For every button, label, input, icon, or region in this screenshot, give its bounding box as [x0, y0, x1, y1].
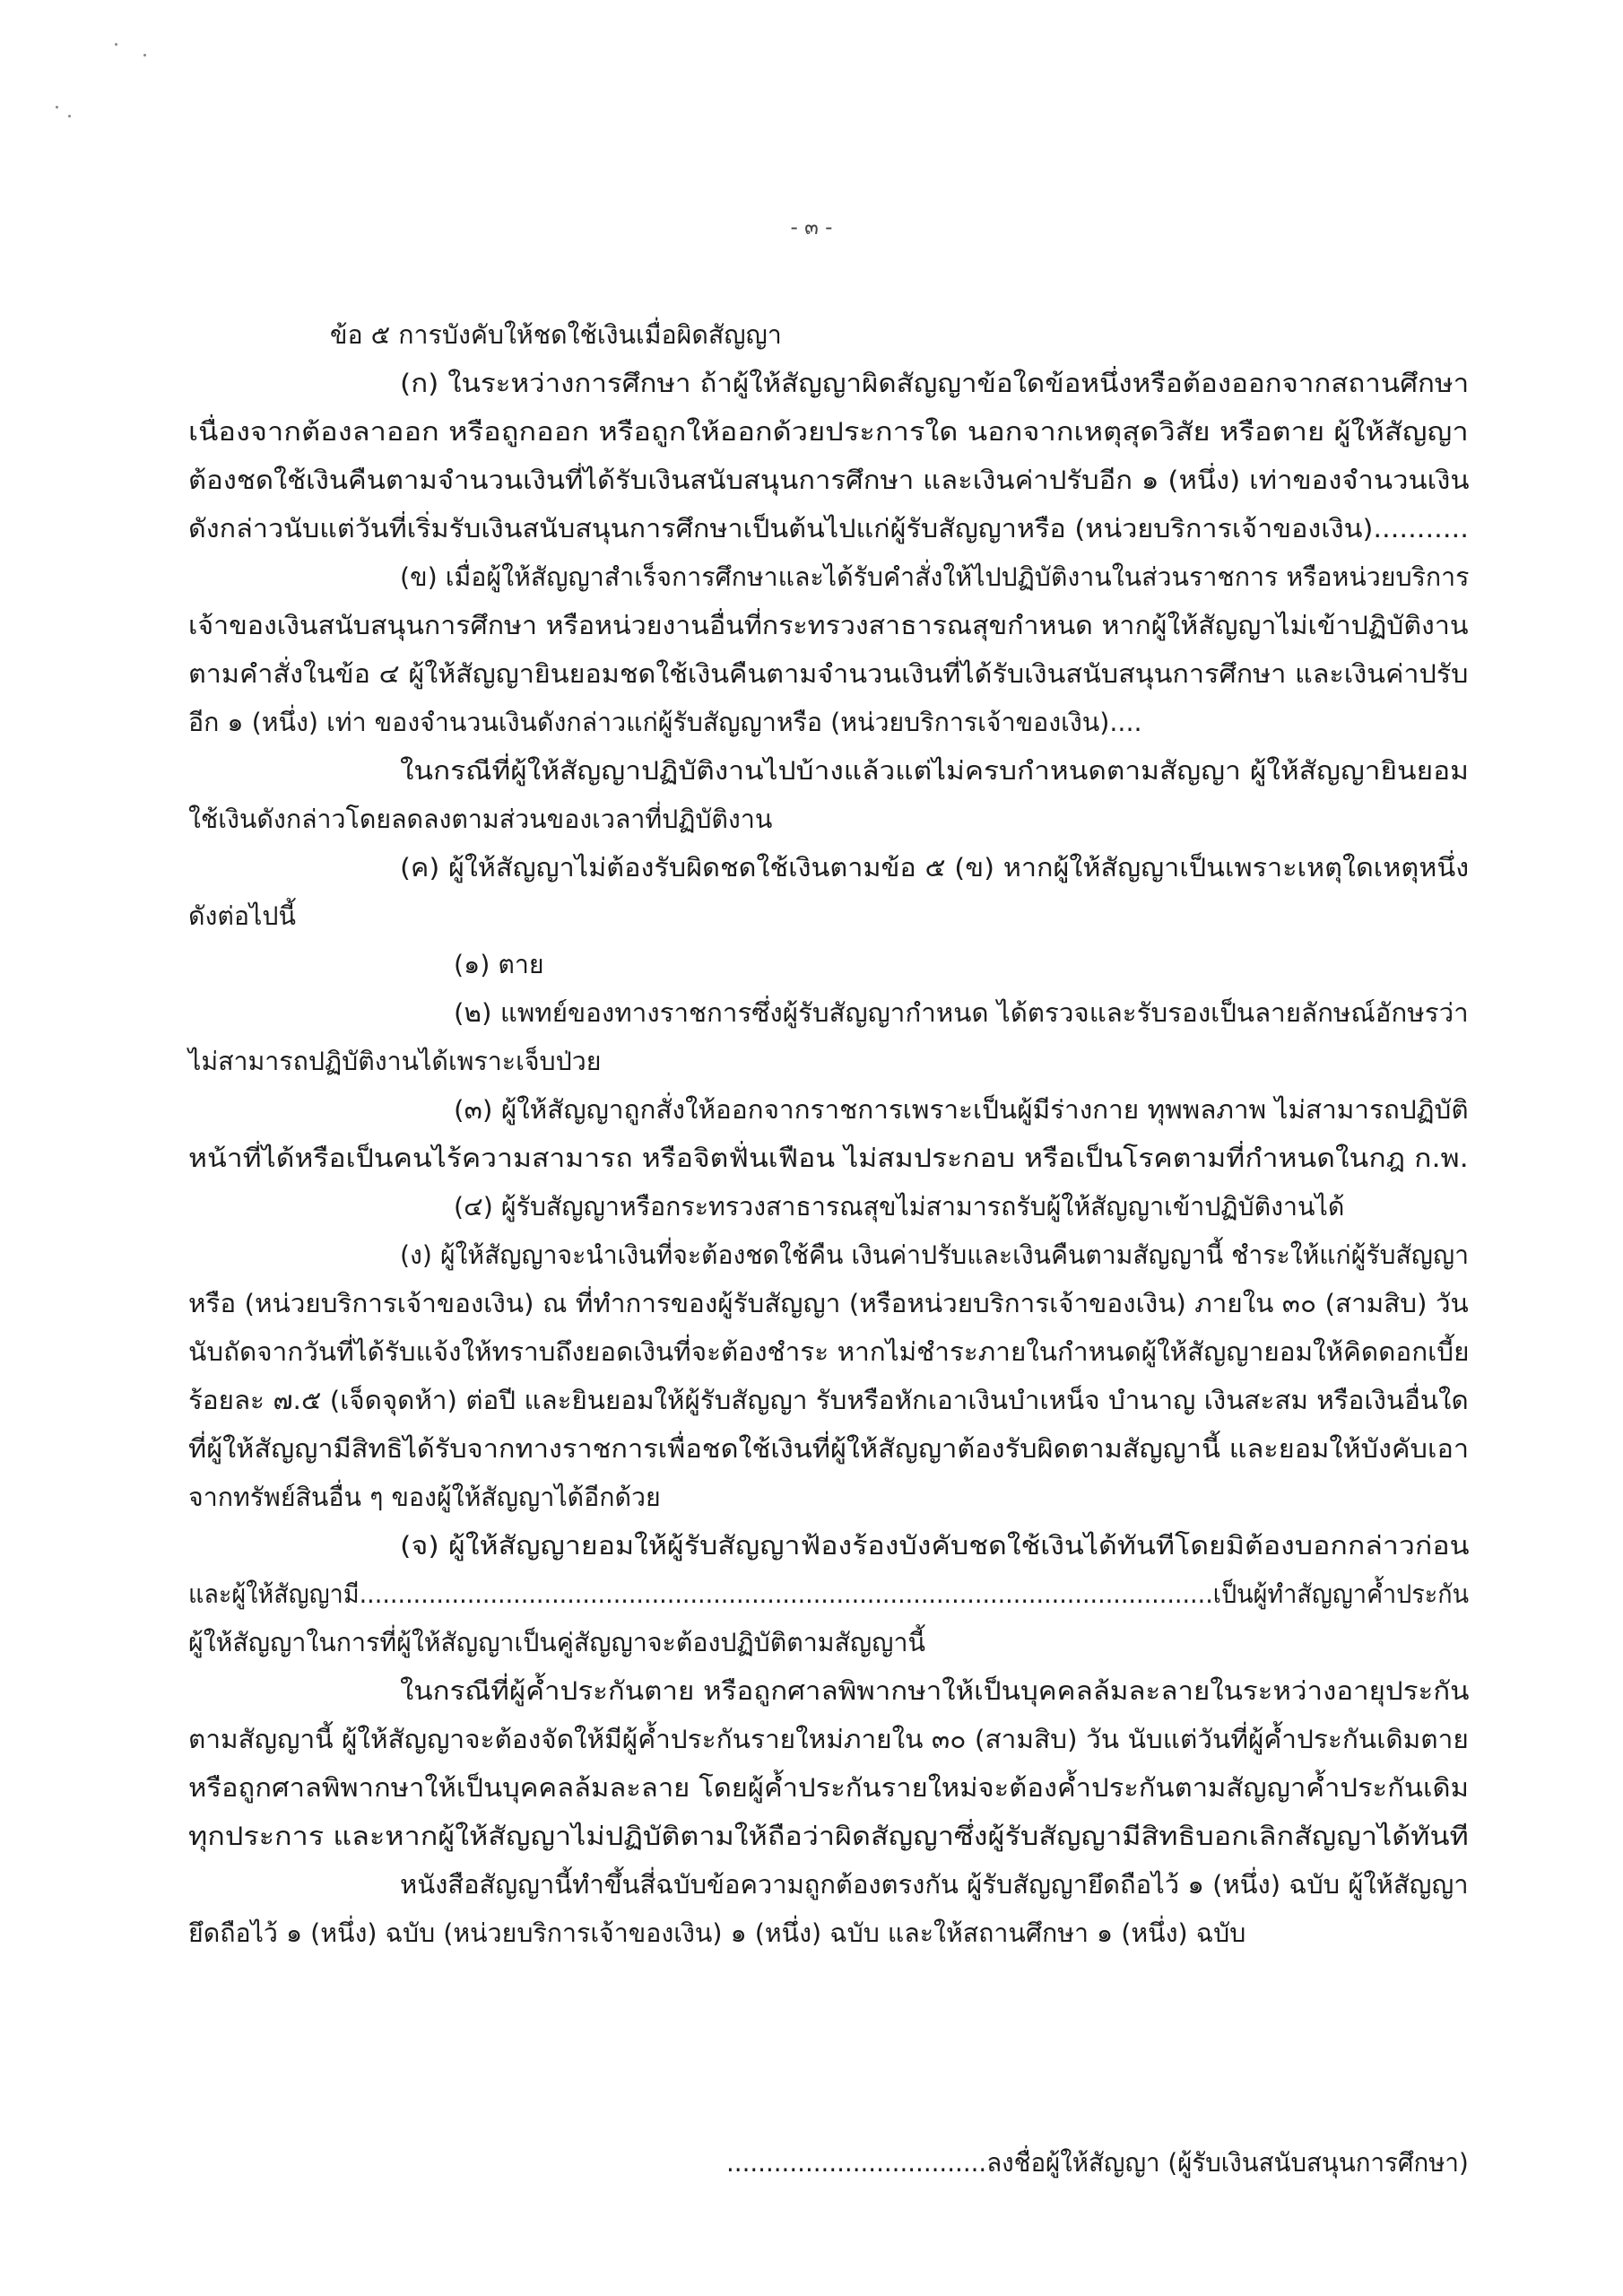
text-line	[188, 710, 1142, 736]
text-line	[188, 1146, 1469, 1172]
line-text: อีก ๑ (หนึ่ง) เท่า ของจำนวนเงินดังกล่าวแก่ผู้รับสัญญาหรือ (หน่วยบริการเจ้าของเงิน)....	[188, 708, 1142, 737]
line-text: (๑) ตาย	[454, 950, 544, 979]
line-text: ตามคำสั่งในข้อ ๔ ผู้ให้สัญญายินยอมชดใช้เงินคืนตามจำนวนเงินที่ได้รับเงินสนับสนุนการศึกษา และเงินค่าปรับ	[188, 659, 1469, 689]
text-line	[188, 417, 1469, 447]
text-line	[188, 1579, 1470, 1609]
scan-speck	[68, 115, 71, 117]
line-text-after-blank: เป็นผู้ทำสัญญาค้ำประกัน	[1212, 1579, 1470, 1609]
line-text: ที่ผู้ให้สัญญามีสิทธิได้รับจากทางราชการเพื่อชดใช้เงินที่ผู้ให้สัญญาต้องรับผิดตามสัญญานี้ และยอมให้บังคับเอา	[188, 1434, 1470, 1464]
line-text: หรือ (หน่วยบริการเจ้าของเงิน) ณ ที่ทำการของผู้รับสัญญา (หรือหน่วยบริการเจ้าของเงิน) ภายใน ๓๐ (สามสิบ) วัน	[188, 1289, 1469, 1318]
text-line	[188, 1824, 1469, 1850]
line-text: ผู้ให้สัญญาในการที่ผู้ให้สัญญาเป็นคู่สัญญาจะต้องปฏิบัติตามสัญญานี้	[188, 1628, 925, 1657]
text-line	[188, 1337, 1470, 1367]
line-text-after-blank: ลงชื่อผู้ให้สัญญา (ผู้รับเงินสนับสนุนการศึกษา)	[986, 2148, 1469, 2178]
blank-fill-line: ...............................................................................................................	[359, 1579, 1213, 1609]
line-text: หรือถูกศาลพิพากษาให้เป็นบุคคลล้มละลาย โดยผู้ค้ำประกันรายใหม่จะต้องค้ำประกันตามสัญญาค้ำประกันเดิม	[188, 1773, 1469, 1803]
text-line	[400, 1531, 1470, 1561]
text-line	[188, 1485, 661, 1511]
text-line	[454, 952, 544, 978]
text-line	[188, 1727, 1469, 1753]
line-text: ต้องชดใช้เงินคืนตามจำนวนเงินที่ได้รับเงินสนับสนุนการศึกษา และเงินค่าปรับอีก ๑ (หนึ่ง) เท่าของจำนวนเงิน	[188, 465, 1470, 495]
text-line	[188, 1918, 1246, 1948]
line-text: (๔) ผู้รับสัญญาหรือกระทรวงสาธารณสุขไม่สามารถรับผู้ให้สัญญาเข้าปฏิบัติงานได้	[454, 1192, 1345, 1222]
line-text: ไม่สามารถปฏิบัติงานได้เพราะเจ็บป่วย	[188, 1047, 602, 1076]
text-line	[400, 1240, 1469, 1270]
line-text: เจ้าของเงินสนับสนุนการศึกษา หรือหน่วยงานอื่นที่กระทรวงสาธารณสุขกำหนด หากผู้ให้สัญญาไม่เข้าปฏิบัติงาน	[188, 611, 1469, 640]
text-line	[400, 1676, 1470, 1706]
text-line	[400, 853, 1470, 883]
line-text: (ง) ผู้ให้สัญญาจะนำเงินที่จะต้องชดใช้คืน เงินค่าปรับและเงินคืนตามสัญญานี้ ชำระให้แก่ผู้รับสัญญา	[400, 1240, 1469, 1270]
text-line	[188, 514, 1469, 544]
text-line	[188, 465, 1470, 495]
line-text: ยึดถือไว้ ๑ (หนึ่ง) ฉบับ (หน่วยบริการเจ้าของเงิน) ๑ (หนึ่ง) ฉบับ และให้สถานศึกษา ๑ (หนึ่ง) ฉบับ	[188, 1918, 1246, 1948]
line-text: ทุกประการ และหากผู้ให้สัญญาไม่ปฏิบัติตามให้ถือว่าผิดสัญญาซึ่งผู้รับสัญญามีสิทธิบอกเลิกสัญญาได้ทันที	[188, 1822, 1469, 1851]
line-text: จากทรัพย์สินอื่น ๆ ของผู้ให้สัญญาได้อีกด้วย	[188, 1483, 661, 1512]
line-text: ใช้เงินดังกล่าวโดยลดลงตามส่วนของเวลาที่ปฏิบัติงาน	[188, 804, 773, 834]
line-text: ดังต่อไปนี้	[188, 901, 296, 931]
text-line	[454, 998, 1469, 1028]
text-line	[188, 613, 1469, 639]
line-text: ในกรณีที่ผู้ให้สัญญาปฏิบัติงานไปบ้างแล้วแต่ไม่ครบกำหนดตามสัญญา ผู้ให้สัญญายินยอม	[400, 756, 1469, 786]
text-line	[188, 901, 296, 931]
text-line	[188, 659, 1469, 689]
scan-speck	[56, 106, 58, 109]
line-text: หนังสือสัญญานี้ทำขึ้นสี่ฉบับข้อความถูกต้องตรงกัน ผู้รับสัญญายึดถือไว้ ๑ (หนึ่ง) ฉบับ ผู้ให้สัญญา	[400, 1870, 1469, 1900]
line-text: (ข) เมื่อผู้ให้สัญญาสำเร็จการศึกษาและได้รับคำสั่งให้ไปปฏิบัติงานในส่วนราชการ หรือหน่วยบริการ	[400, 562, 1470, 592]
scan-speck	[143, 54, 146, 57]
text-line	[400, 562, 1470, 592]
line-text: ดังกล่าวนับแต่วันที่เริ่มรับเงินสนับสนุนการศึกษาเป็นต้นไปแก่ผู้รับสัญญาหรือ (หน่วยบริการเจ้าของเงิน)...........	[188, 514, 1469, 544]
text-line	[188, 804, 773, 834]
line-text: (๓) ผู้ให้สัญญาถูกสั่งให้ออกจากราชการเพราะเป็นผู้มีร่างกาย ทุพพลภาพ ไม่สามารถปฏิบัติ	[454, 1095, 1469, 1125]
line-text: (๒) แพทย์ของทางราชการซึ่งผู้รับสัญญากำหนด ได้ตรวจและรับรองเป็นลายลักษณ์อักษรว่า	[454, 998, 1469, 1028]
text-line	[330, 320, 782, 350]
line-text: เนื่องจากต้องลาออก หรือถูกออก หรือถูกให้ออกด้วยประการใด นอกจากเหตุสุดวิสัย หรือตาย ผู้ให้สัญญา	[188, 417, 1469, 447]
line-text: หน้าที่ได้หรือเป็นคนไร้ความสามารถ หรือจิตฟั่นเฟือน ไม่สมประกอบ หรือเป็นโรคตามที่กำหนดในกฎ ก.พ.	[188, 1144, 1469, 1173]
signature-line	[726, 2148, 1469, 2178]
line-text: ในกรณีที่ผู้ค้ำประกันตาย หรือถูกศาลพิพากษาให้เป็นบุคคลล้มละลายในระหว่างอายุประกัน	[400, 1676, 1470, 1706]
line-text: ตามสัญญานี้ ผู้ให้สัญญาจะต้องจัดให้มีผู้ค้ำประกันรายใหม่ภายใน ๓๐ (สามสิบ) วัน นับแต่วันที่ผู้ค้ำประกันเดิมตาย	[188, 1725, 1469, 1754]
text-line	[400, 371, 1469, 397]
line-text: (จ) ผู้ให้สัญญายอมให้ผู้รับสัญญาฟ้องร้องบังคับชดใช้เงินได้ทันทีโดยมิต้องบอกกล่าวก่อน	[400, 1531, 1470, 1561]
text-line	[188, 1289, 1469, 1318]
text-line	[400, 756, 1469, 786]
line-text: (ก) ในระหว่างการศึกษา ถ้าผู้ให้สัญญาผิดสัญญาข้อใดข้อหนึ่งหรือต้องออกจากสถานศึกษา	[400, 369, 1470, 398]
line-text: ร้อยละ ๗.๕ (เจ็ดจุดห้า) ต่อปี และยินยอมให้ผู้รับสัญญา รับหรือหักเอาเงินบำเหน็จ บำนาญ เงินสะสม หรือเงินอื่นใด	[188, 1386, 1469, 1415]
scan-speck	[115, 43, 117, 46]
text-line	[454, 1192, 1345, 1222]
line-text: และผู้ให้สัญญามี	[188, 1579, 360, 1609]
text-line	[400, 1870, 1469, 1900]
text-line	[188, 1434, 1470, 1464]
text-line	[188, 1773, 1469, 1803]
line-text: (ค) ผู้ให้สัญญาไม่ต้องรับผิดชดใช้เงินตามข้อ ๕ (ข) หากผู้ให้สัญญาเป็นเพราะเหตุใดเหตุหนึ่ง	[400, 853, 1470, 883]
page-number: - ๓ -	[790, 216, 833, 239]
text-line	[188, 1628, 925, 1657]
line-text: นับถัดจากวันที่ได้รับแจ้งให้ทราบถึงยอดเงินที่จะต้องชำระ หากไม่ชำระภายในกำหนดผู้ให้สัญญายอมให้คิดดอกเบี้ย	[188, 1337, 1470, 1367]
text-line	[454, 1095, 1469, 1125]
blank-fill-line: .................................	[726, 2148, 987, 2178]
line-text: ข้อ ๕ การบังคับให้ชดใช้เงินเมื่อผิดสัญญา	[330, 320, 782, 350]
text-line	[188, 1388, 1469, 1414]
text-line	[188, 1049, 601, 1075]
